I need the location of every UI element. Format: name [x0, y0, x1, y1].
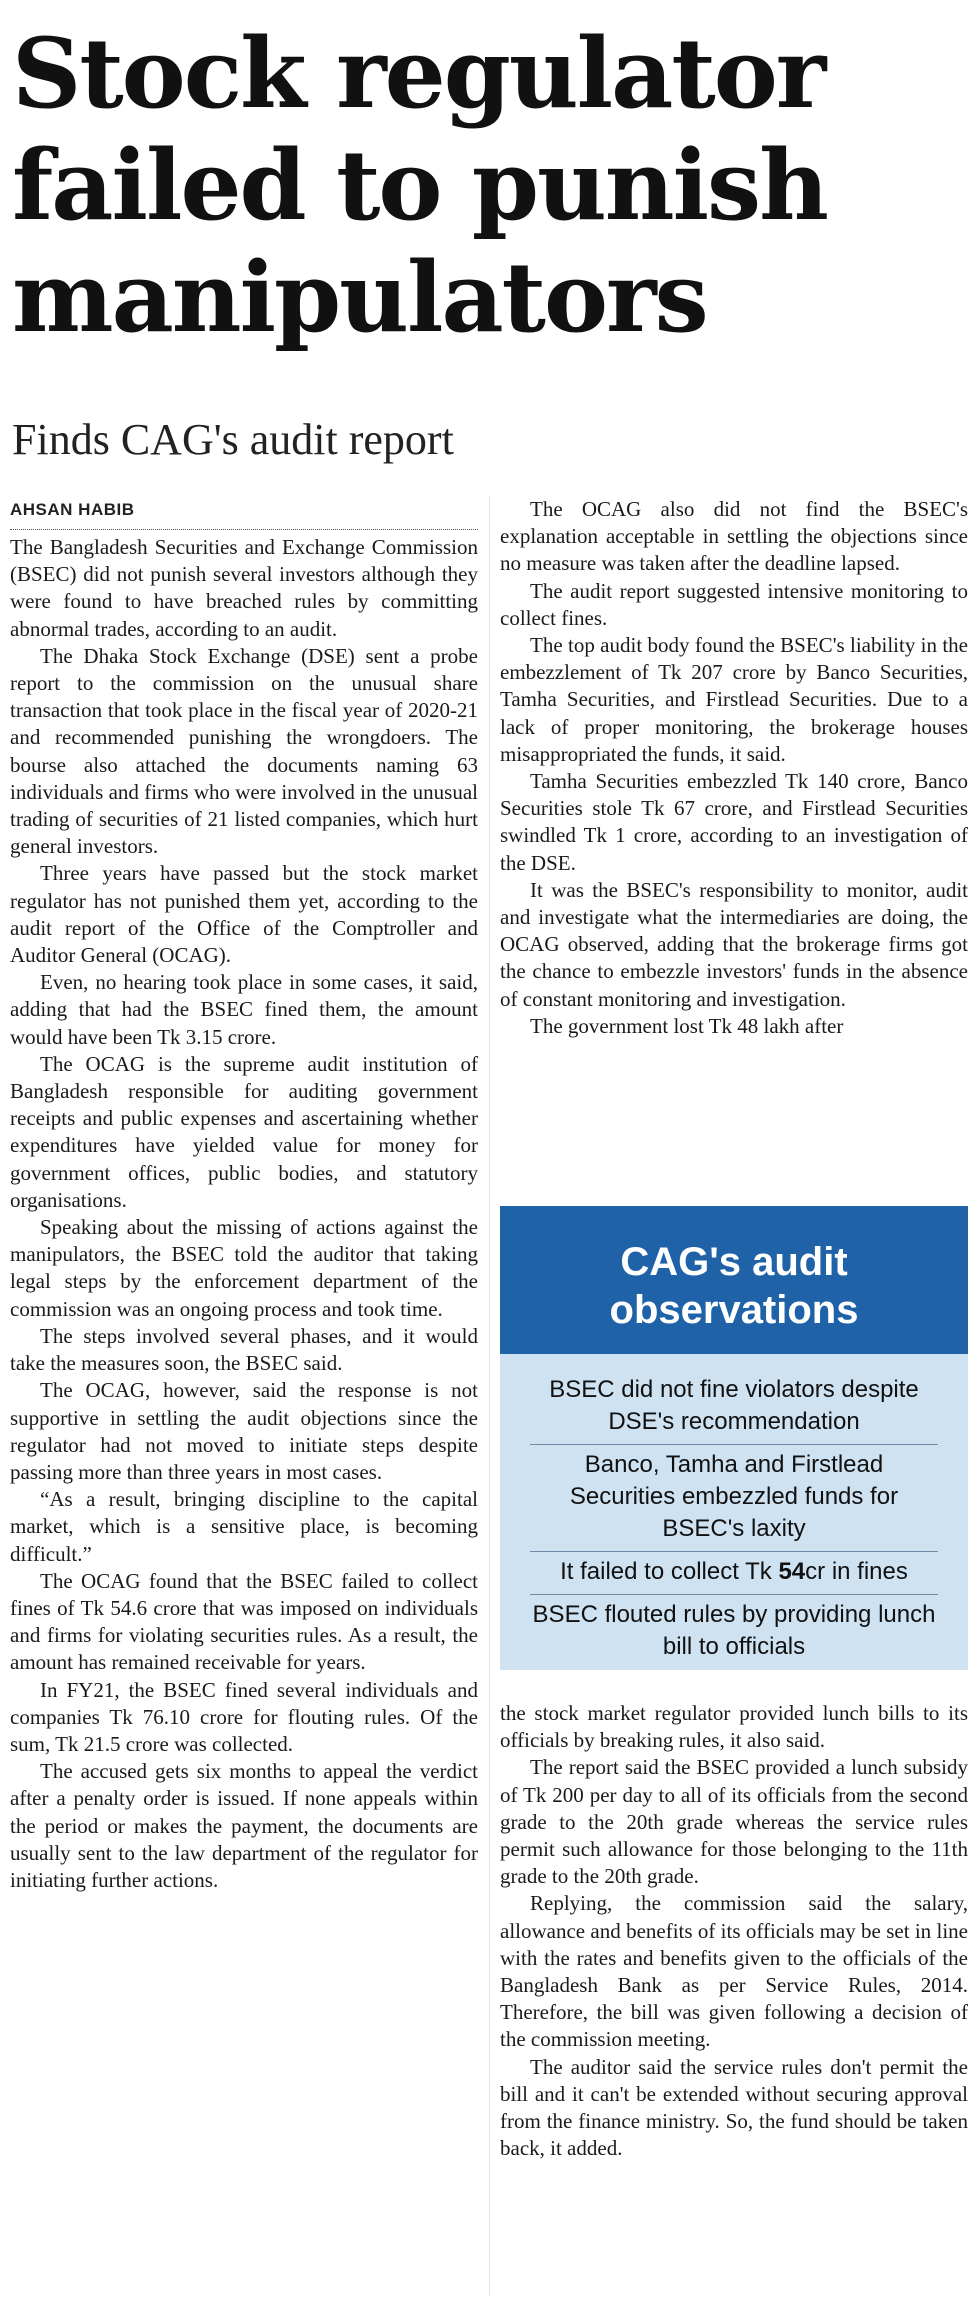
headline: Stock regulator failed to punish manipulators — [12, 17, 827, 354]
observation-item: BSEC flouted rules by providing lunch bill to officials — [532, 1601, 936, 1660]
audit-observations-box — [500, 1206, 968, 1670]
audit-observations-title-line1: CAG's audit — [620, 1240, 848, 1284]
article-column-right-top — [500, 496, 968, 1040]
observation-text: cr in fines — [805, 1558, 908, 1585]
article-paragraph: In FY21, the BSEC fined several individuals and companies Tk 76.10 crore for flouting rules. Of the sum, Tk 21.5 crore was collected. — [10, 1677, 478, 1756]
article-paragraph: Even, no hearing took place in some cases, it said, adding that had the BSEC fined them, the amount would have been Tk 3.15 crore. — [10, 970, 478, 1049]
article-paragraph: Replying, the commission said the salary, allowance and benefits of its officials may be set in line with the rates and benefits given to the officials of the Bangladesh Bank as per Service Rules, 2014. Therefore, the bill was given following a decision of the commission meeting. — [500, 1891, 968, 2052]
article-paragraph: The OCAG is the supreme audit institution of Bangladesh responsible for auditing government receipts and public expenses and ascertaining whether expenditures have yielded value for money for government offices, public bodies, and statutory organisations. — [10, 1051, 478, 1212]
observation-item: Banco, Tamha and Firstlead Securities embezzled funds for BSEC's laxity — [530, 1445, 938, 1552]
article-column-right-bottom — [500, 1700, 968, 2162]
article-paragraph: The audit report suggested intensive monitoring to collect fines. — [500, 578, 968, 630]
article-paragraph: It was the BSEC's responsibility to monitor, audit and investigate what the intermediaries are doing, the OCAG observed, adding that the brokerage firms got the chance to embezzle investors' funds in the absence of constant monitoring and investigation. — [500, 877, 968, 1011]
observation-highlight-value: 54 — [778, 1558, 806, 1585]
audit-observations-title — [500, 1206, 968, 1354]
article-paragraph: The OCAG also did not find the BSEC's explanation acceptable in settling the objections since no measure was taken after the deadline lapsed. — [500, 497, 968, 576]
article-paragraph: The Dhaka Stock Exchange (DSE) sent a probe report to the commission on the unusual share transaction that took place in the fiscal year of 2020-21 and recommended punishing the wrongdoers. The bourse also attached the documents naming 63 individuals and firms who were involved in the unusual trading of securities of 21 listed companies, which hurt general investors. — [10, 643, 478, 859]
article-paragraph: The accused gets six months to appeal the verdict after a penalty order is issued. If none appeals within the period or makes the payment, the documents are usually sent to the law department of the regulator for initiating further actions. — [10, 1759, 478, 1892]
article-paragraph: The auditor said the service rules don't permit the bill and it can't be extended without securing approval from the finance ministry. So, the fund should be taken back, it added. — [500, 2054, 968, 2161]
article-paragraph: “As a result, bringing discipline to the capital market, which is a sensitive place, is becoming difficult.” — [10, 1487, 478, 1566]
article-paragraph: The steps involved several phases, and it would take the measures soon, the BSEC said. — [10, 1323, 478, 1376]
article-paragraph: Tamha Securities embezzled Tk 140 crore, Banco Securities stole Tk 67 crore, and Firstlead Securities swindled Tk 1 crore, according to an investigation of the DSE. — [500, 769, 968, 875]
article-paragraph: The government lost Tk 48 lakh after — [530, 1013, 844, 1038]
observation-text: It failed to collect Tk — [560, 1558, 779, 1585]
article-paragraph: The top audit body found the BSEC's liability in the embezzlement of Tk 207 crore by Banco Securities, Tamha Securities, and Firstlead Securities. Due to a lack of proper monitoring, the brokerage houses misappropriated the funds, it said. — [500, 633, 968, 766]
column-divider — [489, 496, 490, 2296]
article-paragraph: Three years have passed but the stock market regulator has not punished them yet, according to the audit report of the Office of the Comptroller and Auditor General (OCAG). — [10, 861, 478, 968]
observation-item — [530, 1552, 938, 1595]
audit-observations-title-line2: observations — [609, 1288, 859, 1332]
article-paragraph: The Bangladesh Securities and Exchange Commission (BSEC) did not punish several investors although they were found to have breached rules by committing abnormal trades, according to an audit. — [10, 535, 478, 641]
article-column-left — [10, 496, 478, 1894]
article-paragraph: The OCAG, however, said the response is not supportive in settling the audit objections since the regulator had not moved to initiate steps despite passing more than three years in most cases. — [10, 1378, 478, 1484]
subheadline: Finds CAG's audit report — [12, 415, 454, 464]
audit-observations-list — [500, 1354, 968, 1669]
article-paragraph: Speaking about the missing of actions against the manipulators, the BSEC told the auditor that taking legal steps by the enforcement department of the commission was an ongoing process and took time. — [10, 1215, 478, 1321]
byline: AHSAN HABIB — [10, 496, 478, 530]
article-paragraph: The OCAG found that the BSEC failed to collect fines of Tk 54.6 crore that was imposed on individuals and firms for violating securities rules. As a result, the amount has remained receivable for years. — [10, 1568, 478, 1675]
observation-item: BSEC did not fine violators despite DSE's recommendation — [530, 1370, 938, 1445]
article-paragraph: The report said the BSEC provided a lunch subsidy of Tk 200 per day to all of its officials from the second grade to the 20th grade whereas the service rules permit such allowance for those belonging to the 11th grade to the 20th grade. — [500, 1755, 968, 1889]
article-paragraph-continuation: the stock market regulator provided lunch bills to its officials by breaking rules, it also said. — [500, 1701, 968, 1753]
